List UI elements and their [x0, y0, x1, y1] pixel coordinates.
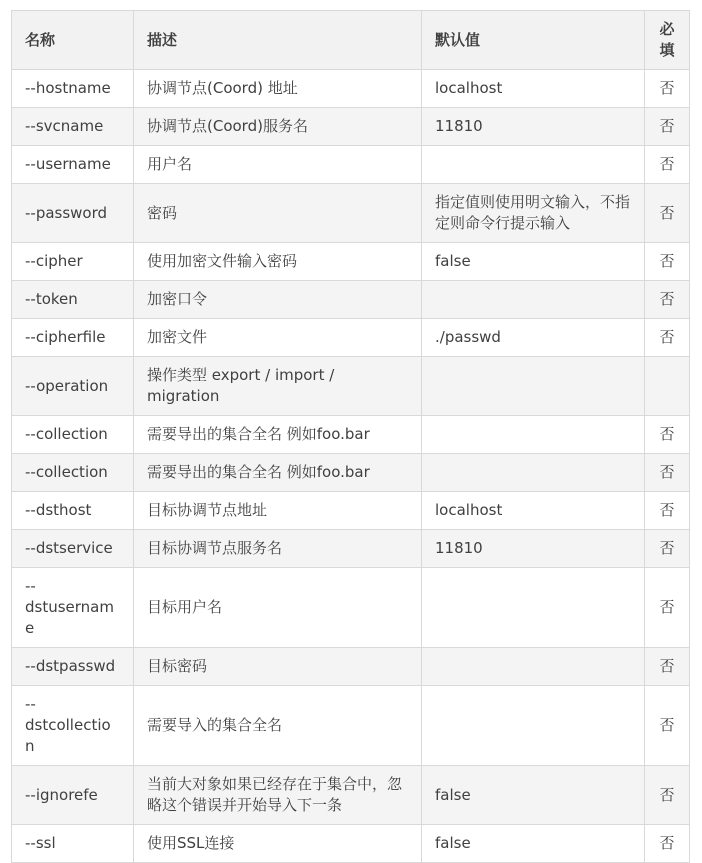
table-row: [12, 686, 690, 766]
option-desc-cell: 操作类型 export / import / migration: [134, 357, 422, 416]
option-name-cell: --dsthost: [12, 492, 134, 530]
option-name-cell: --password: [12, 184, 134, 243]
option-name-cell: --dstpasswd: [12, 648, 134, 686]
option-required-cell: [645, 357, 690, 416]
column-header-required: 必填: [645, 11, 690, 70]
option-name-cell: --ignorefe: [12, 766, 134, 825]
option-desc-cell: 加密文件: [134, 319, 422, 357]
table-row: [12, 825, 690, 863]
option-name-cell: --ssl: [12, 825, 134, 863]
option-default-cell: 指定值则使用明文输入，不指定则命令行提示输入: [422, 184, 645, 243]
option-default-cell: [422, 416, 645, 454]
option-desc-cell: 目标协调节点地址: [134, 492, 422, 530]
option-default-cell: localhost: [422, 70, 645, 108]
header-row: [12, 11, 690, 70]
option-required-cell: 否: [645, 492, 690, 530]
option-default-cell: 11810: [422, 530, 645, 568]
table-header: [12, 11, 690, 70]
option-name-cell: --collection: [12, 416, 134, 454]
option-required-cell: 否: [645, 648, 690, 686]
option-required-cell: 否: [645, 454, 690, 492]
option-required-cell: 否: [645, 416, 690, 454]
option-name-cell: --username: [12, 146, 134, 184]
option-default-cell: localhost: [422, 492, 645, 530]
option-default-cell: [422, 648, 645, 686]
option-required-cell: 否: [645, 108, 690, 146]
table-row: [12, 184, 690, 243]
option-desc-cell: 需要导入的集合全名: [134, 686, 422, 766]
option-required-cell: 否: [645, 70, 690, 108]
option-desc-cell: 当前大对象如果已经存在于集合中，忽略这个错误并开始导入下一条: [134, 766, 422, 825]
table-row: [12, 108, 690, 146]
option-desc-cell: 目标密码: [134, 648, 422, 686]
option-desc-cell: 目标协调节点服务名: [134, 530, 422, 568]
option-default-cell: [422, 357, 645, 416]
option-default-cell: [422, 281, 645, 319]
option-desc-cell: 协调节点(Coord) 地址: [134, 70, 422, 108]
table-row: [12, 319, 690, 357]
column-header-default: 默认值: [422, 11, 645, 70]
table-row: [12, 357, 690, 416]
option-name-cell: --collection: [12, 454, 134, 492]
option-default-cell: [422, 454, 645, 492]
option-desc-cell: 需要导出的集合全名 例如foo.bar: [134, 416, 422, 454]
option-default-cell: ./passwd: [422, 319, 645, 357]
option-default-cell: false: [422, 766, 645, 825]
option-name-cell: --dstservice: [12, 530, 134, 568]
option-required-cell: 否: [645, 184, 690, 243]
option-name-cell: --hostname: [12, 70, 134, 108]
option-name-cell: --token: [12, 281, 134, 319]
table-row: [12, 648, 690, 686]
option-required-cell: 否: [645, 766, 690, 825]
option-required-cell: 否: [645, 568, 690, 648]
table-row: [12, 530, 690, 568]
option-required-cell: 否: [645, 146, 690, 184]
table-row: [12, 454, 690, 492]
option-default-cell: false: [422, 825, 645, 863]
column-header-name: 名称: [12, 11, 134, 70]
options-table: [11, 10, 690, 863]
option-default-cell: 11810: [422, 108, 645, 146]
table-row: [12, 281, 690, 319]
option-default-cell: [422, 568, 645, 648]
option-required-cell: 否: [645, 243, 690, 281]
option-desc-cell: 密码: [134, 184, 422, 243]
option-name-cell: --cipher: [12, 243, 134, 281]
option-desc-cell: 协调节点(Coord)服务名: [134, 108, 422, 146]
table-row: [12, 568, 690, 648]
table-row: [12, 243, 690, 281]
option-desc-cell: 使用加密文件输入密码: [134, 243, 422, 281]
table-row: [12, 70, 690, 108]
option-desc-cell: 加密口令: [134, 281, 422, 319]
option-name-cell: --operation: [12, 357, 134, 416]
table-row: [12, 146, 690, 184]
option-default-cell: false: [422, 243, 645, 281]
option-required-cell: 否: [645, 825, 690, 863]
option-required-cell: 否: [645, 281, 690, 319]
table-row: [12, 492, 690, 530]
table-row: [12, 766, 690, 825]
option-desc-cell: 使用SSL连接: [134, 825, 422, 863]
option-name-cell: --cipherfile: [12, 319, 134, 357]
option-desc-cell: 目标用户名: [134, 568, 422, 648]
option-required-cell: 否: [645, 686, 690, 766]
option-default-cell: [422, 686, 645, 766]
option-name-cell: --dstcollection: [12, 686, 134, 766]
option-required-cell: 否: [645, 530, 690, 568]
option-default-cell: [422, 146, 645, 184]
table-body: [12, 70, 690, 863]
option-name-cell: --svcname: [12, 108, 134, 146]
option-desc-cell: 用户名: [134, 146, 422, 184]
option-desc-cell: 需要导出的集合全名 例如foo.bar: [134, 454, 422, 492]
column-header-desc: 描述: [134, 11, 422, 70]
option-required-cell: 否: [645, 319, 690, 357]
option-name-cell: --dstusername: [12, 568, 134, 648]
table-row: [12, 416, 690, 454]
